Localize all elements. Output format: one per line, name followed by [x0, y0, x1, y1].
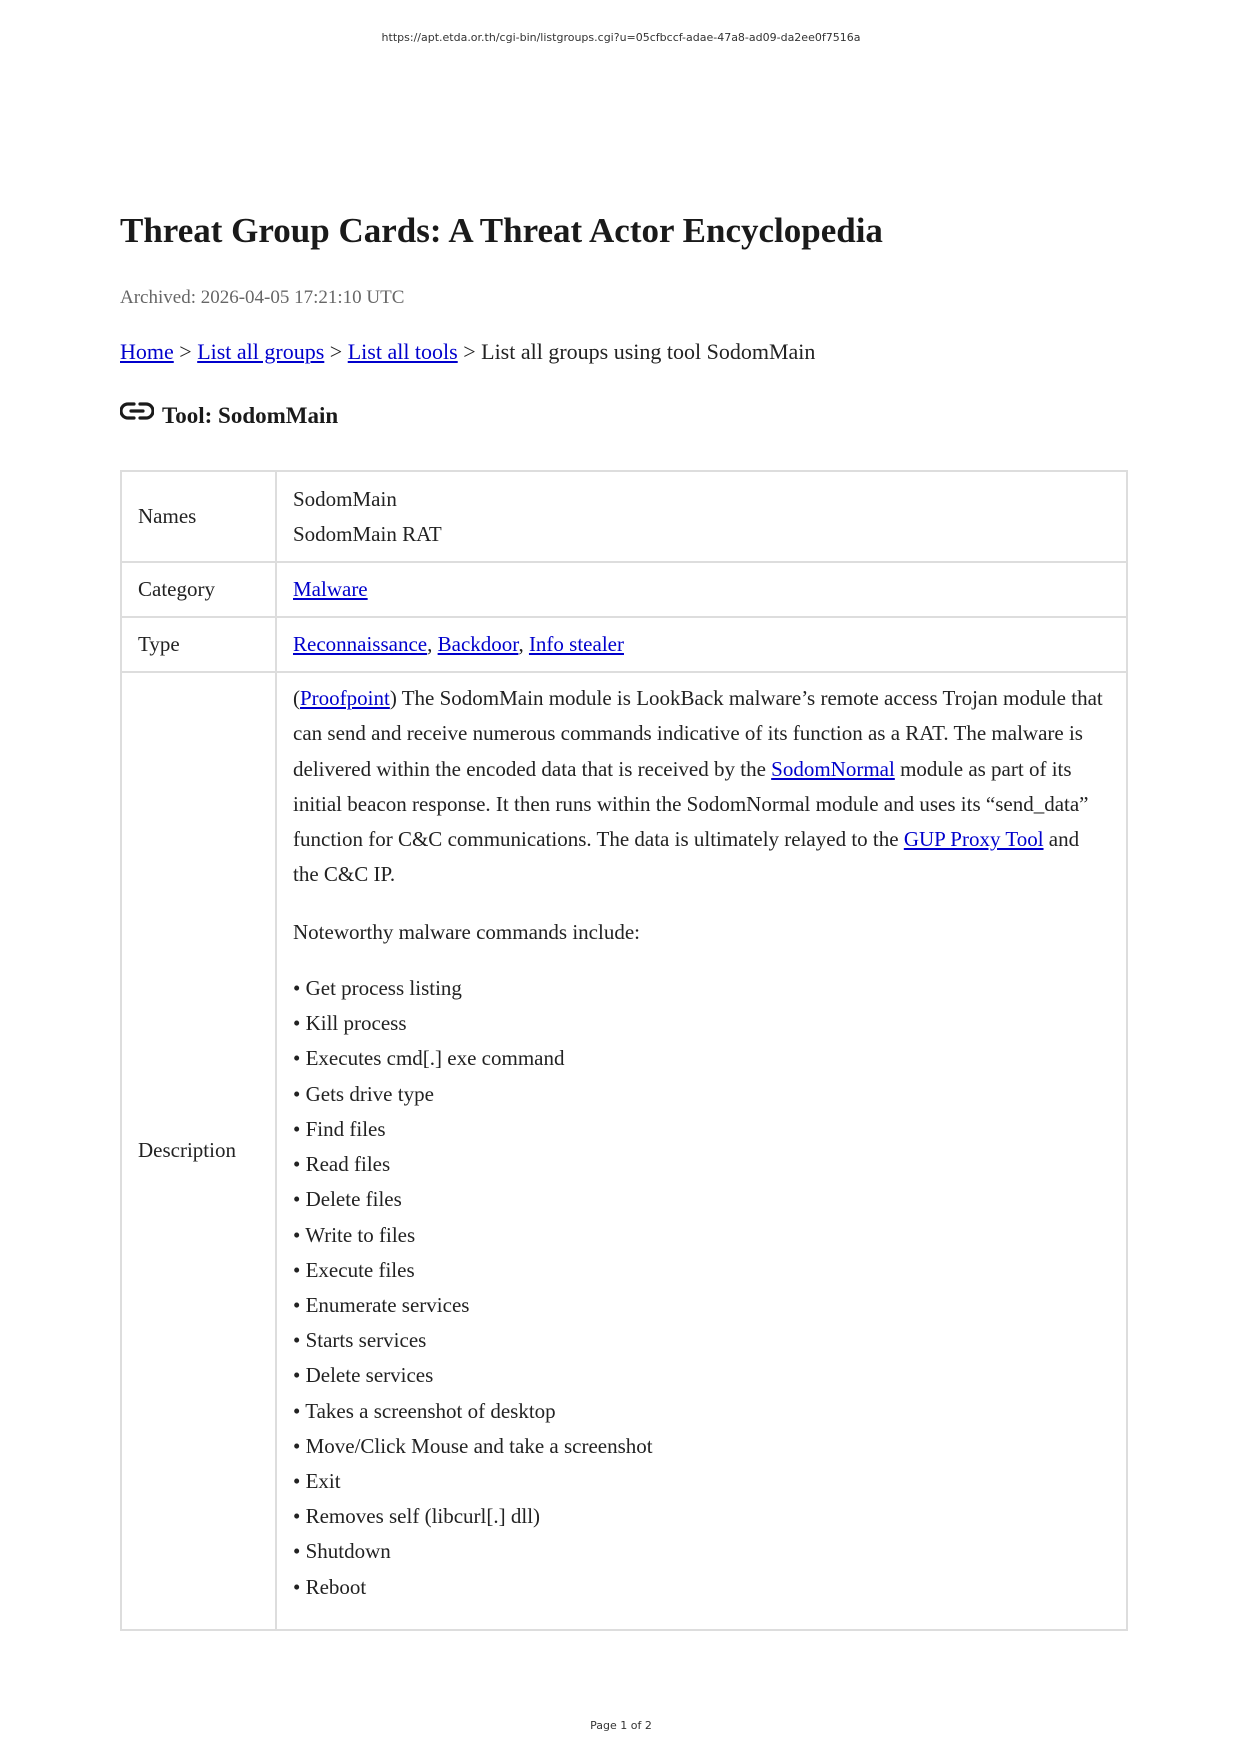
description-label: Description	[121, 672, 276, 1630]
type-separator: ,	[427, 632, 438, 656]
link-icon	[120, 400, 154, 422]
list-item: • Get process listing	[293, 976, 462, 1001]
description-paragraph	[293, 681, 1110, 893]
print-url-header: https://apt.etda.or.th/cgi-bin/listgroups.cgi?u=05cfbccf-adae-47a8-ad09-da2ee0f7516a	[381, 31, 861, 44]
list-item: • Delete services	[293, 1363, 434, 1388]
commands-intro: Noteworthy malware commands include:	[293, 919, 640, 944]
breadcrumb-current: > List all groups using tool SodomMain	[463, 339, 816, 364]
list-item: • Reboot	[293, 1574, 367, 1599]
table-row-description	[121, 672, 1127, 1630]
desc-text: and the C&C IP.	[293, 827, 1080, 887]
breadcrumb-tools-link[interactable]: List all tools	[347, 339, 458, 364]
list-item: • Removes self (libcurl[.] dll)	[293, 1504, 541, 1529]
breadcrumb-separator: >	[329, 339, 343, 364]
type-separator: ,	[518, 632, 529, 656]
table-row-category	[121, 562, 1127, 617]
category-malware-link[interactable]: Malware	[293, 577, 368, 601]
tool-heading-text: Tool: SodomMain	[162, 403, 339, 428]
list-item: • Kill process	[293, 1011, 407, 1036]
desc-text: module as part of its initial beacon response. It then runs within the SodomNormal module and uses its “send_data” function for C&C communications. The data is ultimately relayed to the	[293, 756, 1089, 852]
type-info-stealer-link[interactable]: Info stealer	[528, 632, 624, 656]
list-item: • Read files	[293, 1152, 391, 1177]
names-label: Names	[121, 471, 276, 562]
table-row-names	[121, 471, 1127, 562]
list-item: • Shutdown	[293, 1539, 391, 1564]
command-list	[293, 971, 1110, 1605]
list-item: • Gets drive type	[293, 1081, 434, 1106]
list-item: • Write to files	[293, 1222, 416, 1247]
breadcrumb-separator: >	[179, 339, 192, 364]
category-value	[276, 562, 1127, 617]
type-value	[276, 617, 1127, 672]
list-item: • Find files	[293, 1116, 386, 1141]
page-title: Threat Group Cards: A Threat Actor Encyclopedia	[120, 211, 883, 250]
breadcrumb-groups-link[interactable]: List all groups	[197, 339, 325, 364]
desc-open-paren: (	[293, 686, 300, 710]
name-item: SodomMain RAT	[293, 521, 442, 546]
name-item: SodomMain	[293, 486, 397, 511]
page-number-footer: Page 1 of 2	[590, 1719, 652, 1732]
tool-info-table	[120, 470, 1128, 1631]
list-item: • Move/Click Mouse and take a screenshot	[293, 1433, 653, 1458]
type-label: Type	[121, 617, 276, 672]
tool-heading	[120, 403, 338, 429]
names-value	[276, 471, 1127, 562]
breadcrumb	[120, 339, 815, 365]
list-item: • Takes a screenshot of desktop	[293, 1398, 556, 1423]
gup-proxy-tool-link[interactable]: GUP Proxy Tool	[903, 827, 1044, 852]
list-item: • Starts services	[293, 1328, 427, 1353]
type-reconnaissance-link[interactable]: Reconnaissance	[293, 632, 428, 656]
category-label: Category	[121, 562, 276, 617]
sodomnormal-link[interactable]: SodomNormal	[771, 756, 895, 781]
list-item: • Delete files	[293, 1187, 402, 1212]
source-proofpoint-link[interactable]: Proofpoint	[300, 686, 390, 710]
type-backdoor-link[interactable]: Backdoor	[437, 632, 519, 656]
archived-timestamp: Archived: 2026-04-05 17:21:10 UTC	[120, 287, 405, 308]
list-item: • Exit	[293, 1468, 341, 1493]
breadcrumb-home-link[interactable]: Home	[120, 339, 174, 364]
list-item: • Executes cmd[.] exe command	[293, 1046, 565, 1071]
list-item: • Execute files	[293, 1257, 415, 1282]
table-row-type	[121, 617, 1127, 672]
description-value	[276, 672, 1127, 1630]
list-item: • Enumerate services	[293, 1292, 470, 1317]
desc-text: ) The SodomMain module is LookBack malware’s remote access Trojan module that can send and receive numerous commands indicative of its function as a RAT. The malware is delivered within the encoded data that is received by the	[293, 686, 1103, 781]
